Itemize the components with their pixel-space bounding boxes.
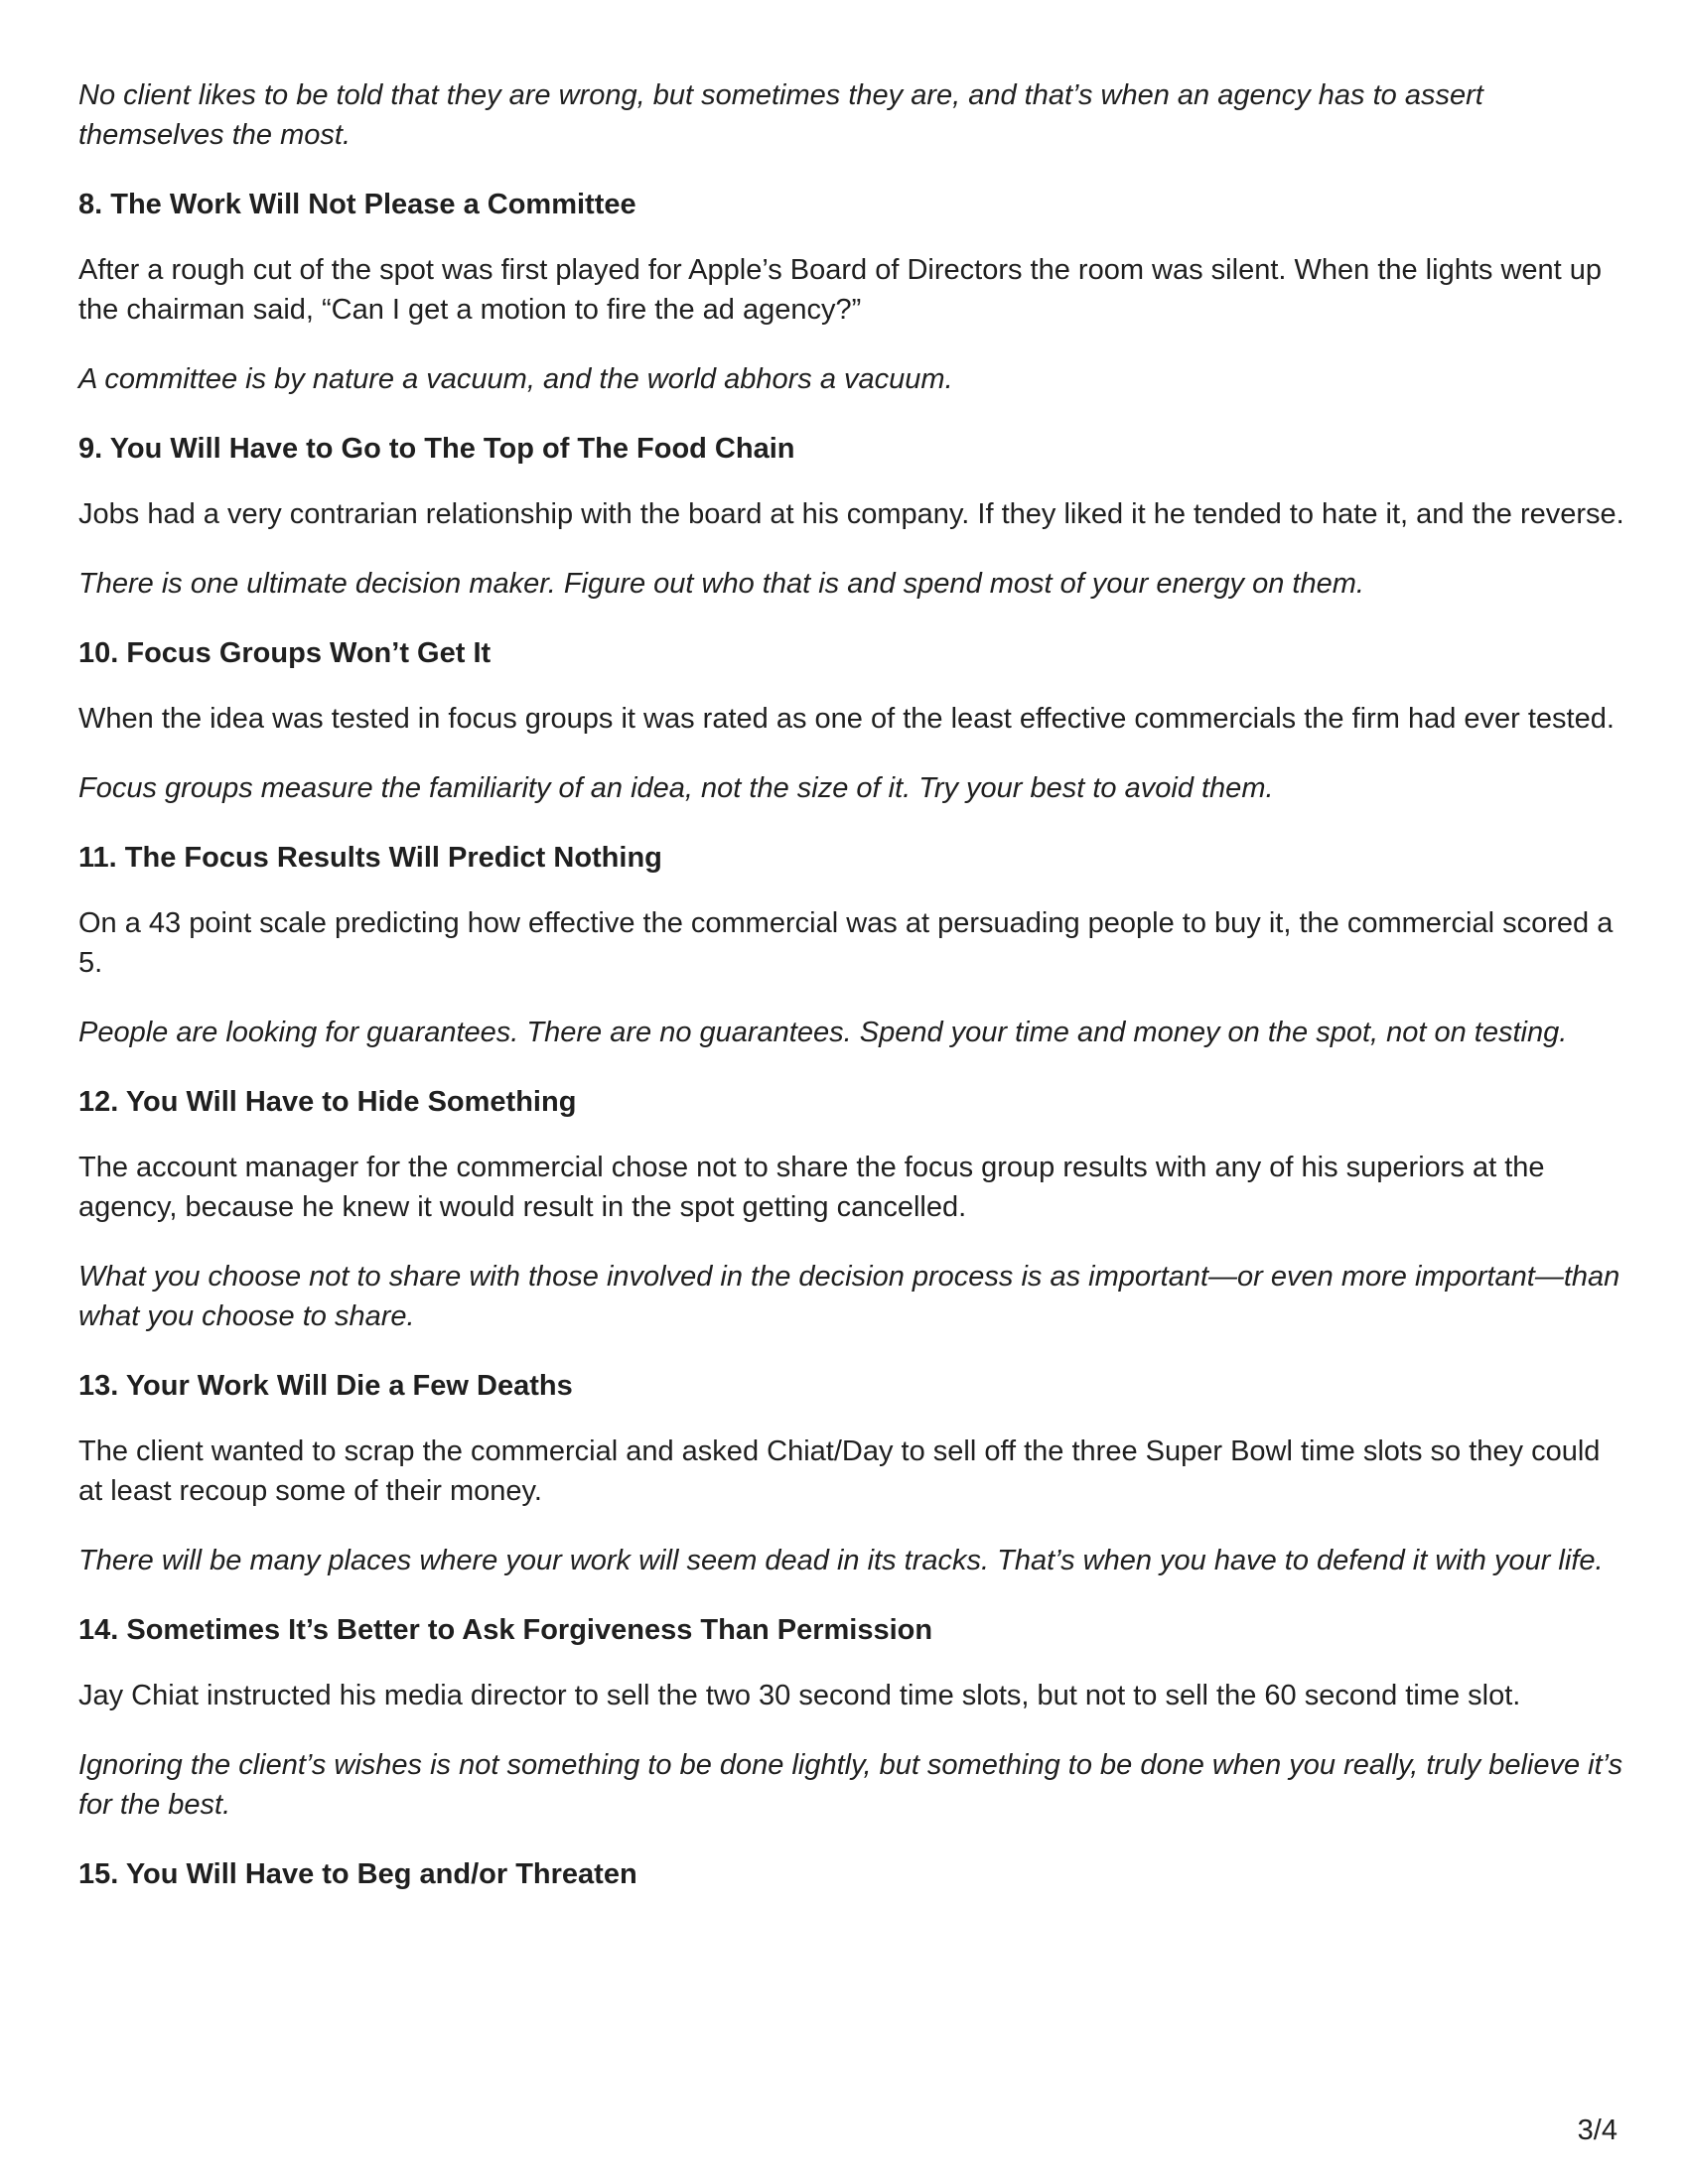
section-9 bbox=[78, 429, 1627, 604]
section-body: Jay Chiat instructed his media director to sell the two 30 second time slots, but not to sell the 60 second time slot. bbox=[78, 1680, 1521, 1711]
section-heading: 13. Your Work Will Die a Few Deaths bbox=[78, 1370, 573, 1402]
section-body: The client wanted to scrap the commercial and asked Chiat/Day to sell off the three Super Bowl time slots so they could at least recoup some of their money. bbox=[78, 1435, 1601, 1507]
section-takeaway: There is one ultimate decision maker. Figure out who that is and spend most of your energy on them. bbox=[78, 568, 1364, 600]
section-heading: 12. You Will Have to Hide Something bbox=[78, 1086, 577, 1118]
section-8 bbox=[78, 185, 1627, 399]
section-heading: 9. You Will Have to Go to The Top of The Food Chain bbox=[78, 433, 795, 465]
section-15 bbox=[78, 1854, 1627, 1894]
section-13 bbox=[78, 1366, 1627, 1580]
section-body: When the idea was tested in focus groups it was rated as one of the least effective commercials the firm had ever tested. bbox=[78, 703, 1615, 735]
section-heading: 14. Sometimes It’s Better to Ask Forgiveness Than Permission bbox=[78, 1614, 933, 1646]
intro-takeaway: No client likes to be told that they are wrong, but sometimes they are, and that’s when an agency has to assert themselves the most. bbox=[78, 79, 1483, 151]
section-body: The account manager for the commercial chose not to share the focus group results with any of his superiors at the agency, because he knew it would result in the spot getting cancelled. bbox=[78, 1152, 1545, 1223]
section-takeaway: What you choose not to share with those involved in the decision process is as important—or even more important—than what you choose to share. bbox=[78, 1261, 1620, 1332]
section-takeaway: There will be many places where your work will seem dead in its tracks. That’s when you have to defend it with your life. bbox=[78, 1545, 1604, 1576]
section-11 bbox=[78, 838, 1627, 1052]
section-12 bbox=[78, 1082, 1627, 1336]
page-number: 3/4 bbox=[1577, 2115, 1618, 2146]
section-heading: 15. You Will Have to Beg and/or Threaten bbox=[78, 1858, 637, 1890]
section-takeaway: People are looking for guarantees. There are no guarantees. Spend your time and money on the spot, not on testing. bbox=[78, 1017, 1568, 1048]
section-heading: 11. The Focus Results Will Predict Nothing bbox=[78, 842, 662, 874]
section-takeaway: Ignoring the client’s wishes is not something to be done lightly, but something to be done when you really, truly believe it’s for the best. bbox=[78, 1749, 1623, 1821]
section-14 bbox=[78, 1610, 1627, 1825]
document-page-content bbox=[78, 75, 1627, 1920]
section-10 bbox=[78, 633, 1627, 808]
section-heading: 10. Focus Groups Won’t Get It bbox=[78, 637, 492, 669]
section-takeaway: Focus groups measure the familiarity of an idea, not the size of it. Try your best to avoid them. bbox=[78, 772, 1274, 804]
section-body: Jobs had a very contrarian relationship with the board at his company. If they liked it he tended to hate it, and the reverse. bbox=[78, 498, 1624, 530]
section-body: On a 43 point scale predicting how effective the commercial was at persuading people to buy it, the commercial scored a 5. bbox=[78, 907, 1614, 979]
section-body: After a rough cut of the spot was first played for Apple’s Board of Directors the room was silent. When the lights went up the chairman said, “Can I get a motion to fire the ad agency?” bbox=[78, 254, 1603, 326]
section-heading: 8. The Work Will Not Please a Committee bbox=[78, 189, 636, 220]
section-takeaway: A committee is by nature a vacuum, and the world abhors a vacuum. bbox=[78, 363, 953, 395]
